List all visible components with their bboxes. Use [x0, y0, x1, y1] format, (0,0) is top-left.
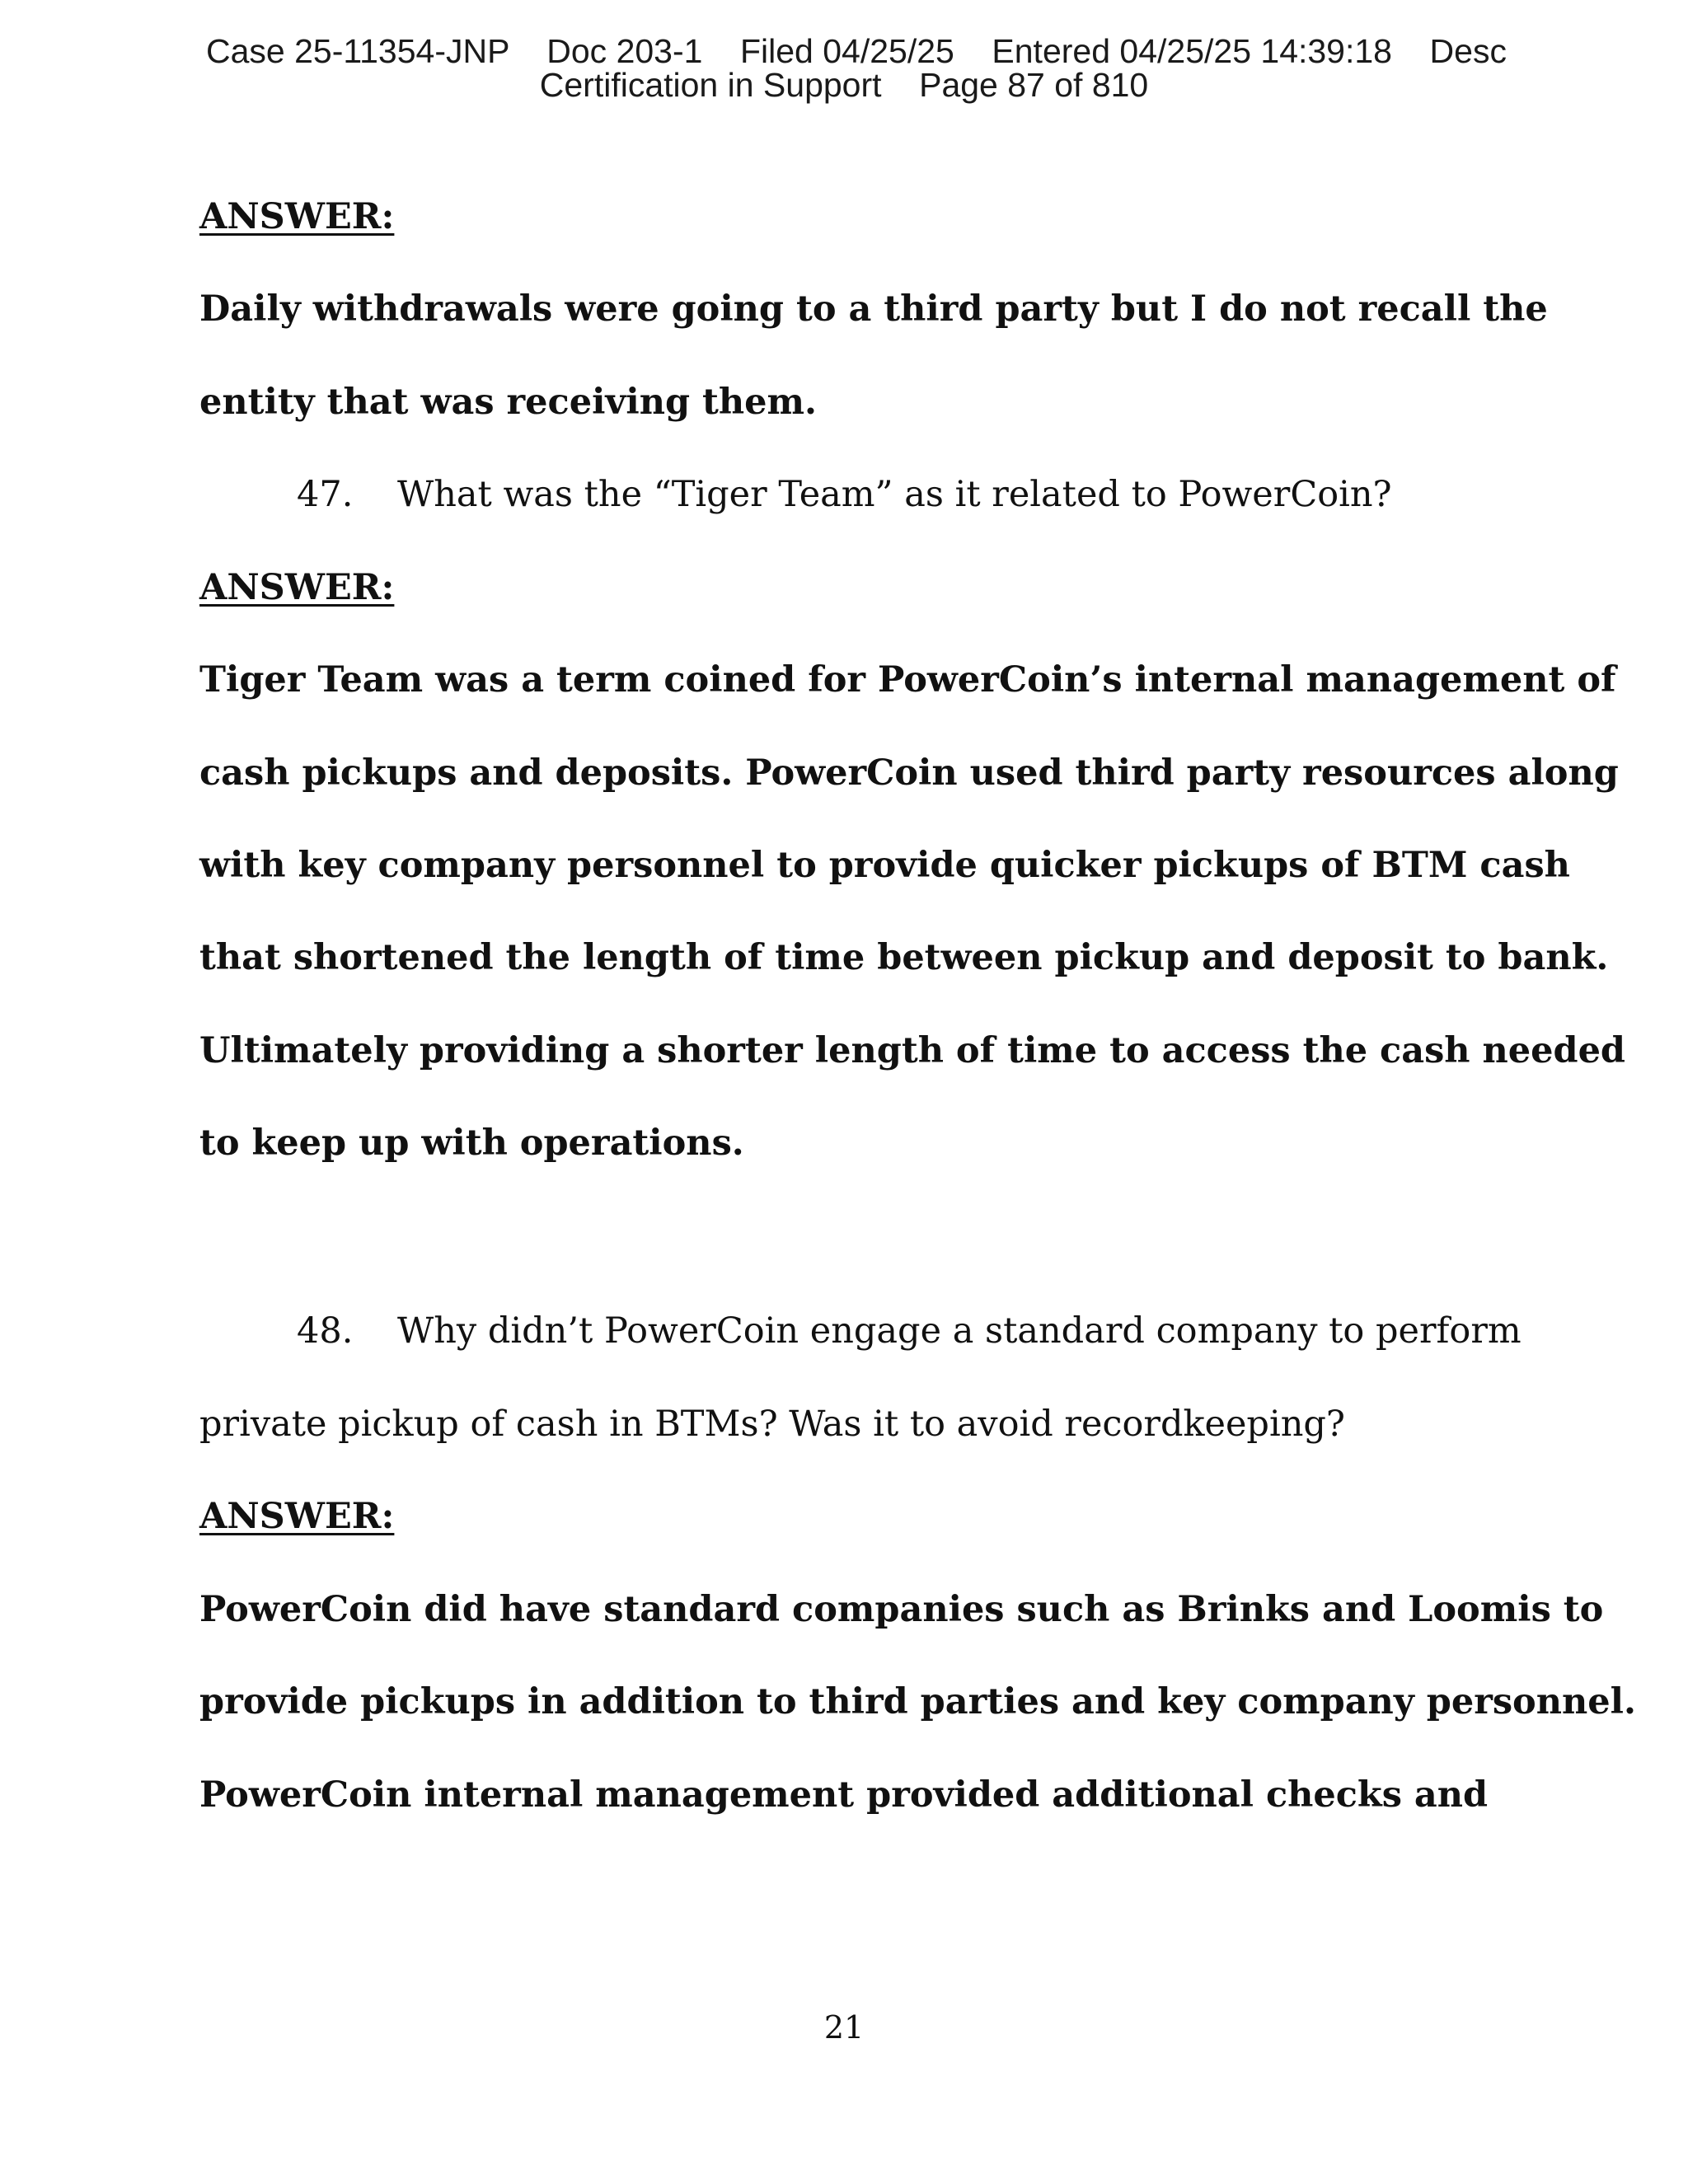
- answer-48-line-2: provide pickups in addition to third parties and key company personnel.: [199, 1681, 1636, 1722]
- answer-47-line-1: Tiger Team was a term coined for PowerCoin’s internal management of: [199, 659, 1616, 701]
- answer-heading: ANSWER:: [199, 1496, 395, 1537]
- answer-48-line-3: PowerCoin internal management provided additional checks and: [199, 1774, 1489, 1816]
- answer-47-line-2: cash pickups and deposits. PowerCoin used third party resources along: [199, 752, 1619, 794]
- question-47: [199, 474, 1485, 515]
- filing-header-stamp-line1: Case 25-11354-JNP Doc 203-1 Filed 04/25/25 Entered 04/25/25 14:39:18 Desc: [206, 32, 1507, 70]
- answer-46-line-2: entity that was receiving them.: [199, 382, 817, 423]
- answer-47-line-3: with key company personnel to provide quicker pickups of BTM cash: [199, 845, 1570, 886]
- filing-header-stamp-line2: Certification in Support Page 87 of 810: [539, 66, 1149, 104]
- answer-heading: ANSWER:: [199, 567, 395, 608]
- answer-heading: ANSWER:: [199, 196, 395, 237]
- question-text-line-1: Why didn’t PowerCoin engage a standard company to perform: [397, 1310, 1522, 1352]
- page-number: 21: [823, 2009, 865, 2046]
- question-text: What was the “Tiger Team” as it related to PowerCoin?: [397, 474, 1392, 515]
- question-number: 47.: [297, 474, 354, 515]
- question-48-line-2: private pickup of cash in BTMs? Was it to avoid recordkeeping?: [199, 1404, 1345, 1445]
- answer-47-line-4: that shortened the length of time between pickup and deposit to bank.: [199, 937, 1609, 978]
- question-48: [199, 1310, 1522, 1352]
- answer-46-line-1: Daily withdrawals were going to a third party but I do not recall the: [199, 288, 1548, 330]
- answer-47-line-6: to keep up with operations.: [199, 1122, 744, 1164]
- answer-47-line-5: Ultimately providing a shorter length of time to access the cash needed: [199, 1030, 1625, 1071]
- answer-48-line-1: PowerCoin did have standard companies such as Brinks and Loomis to: [199, 1589, 1604, 1630]
- question-number: 48.: [297, 1310, 354, 1352]
